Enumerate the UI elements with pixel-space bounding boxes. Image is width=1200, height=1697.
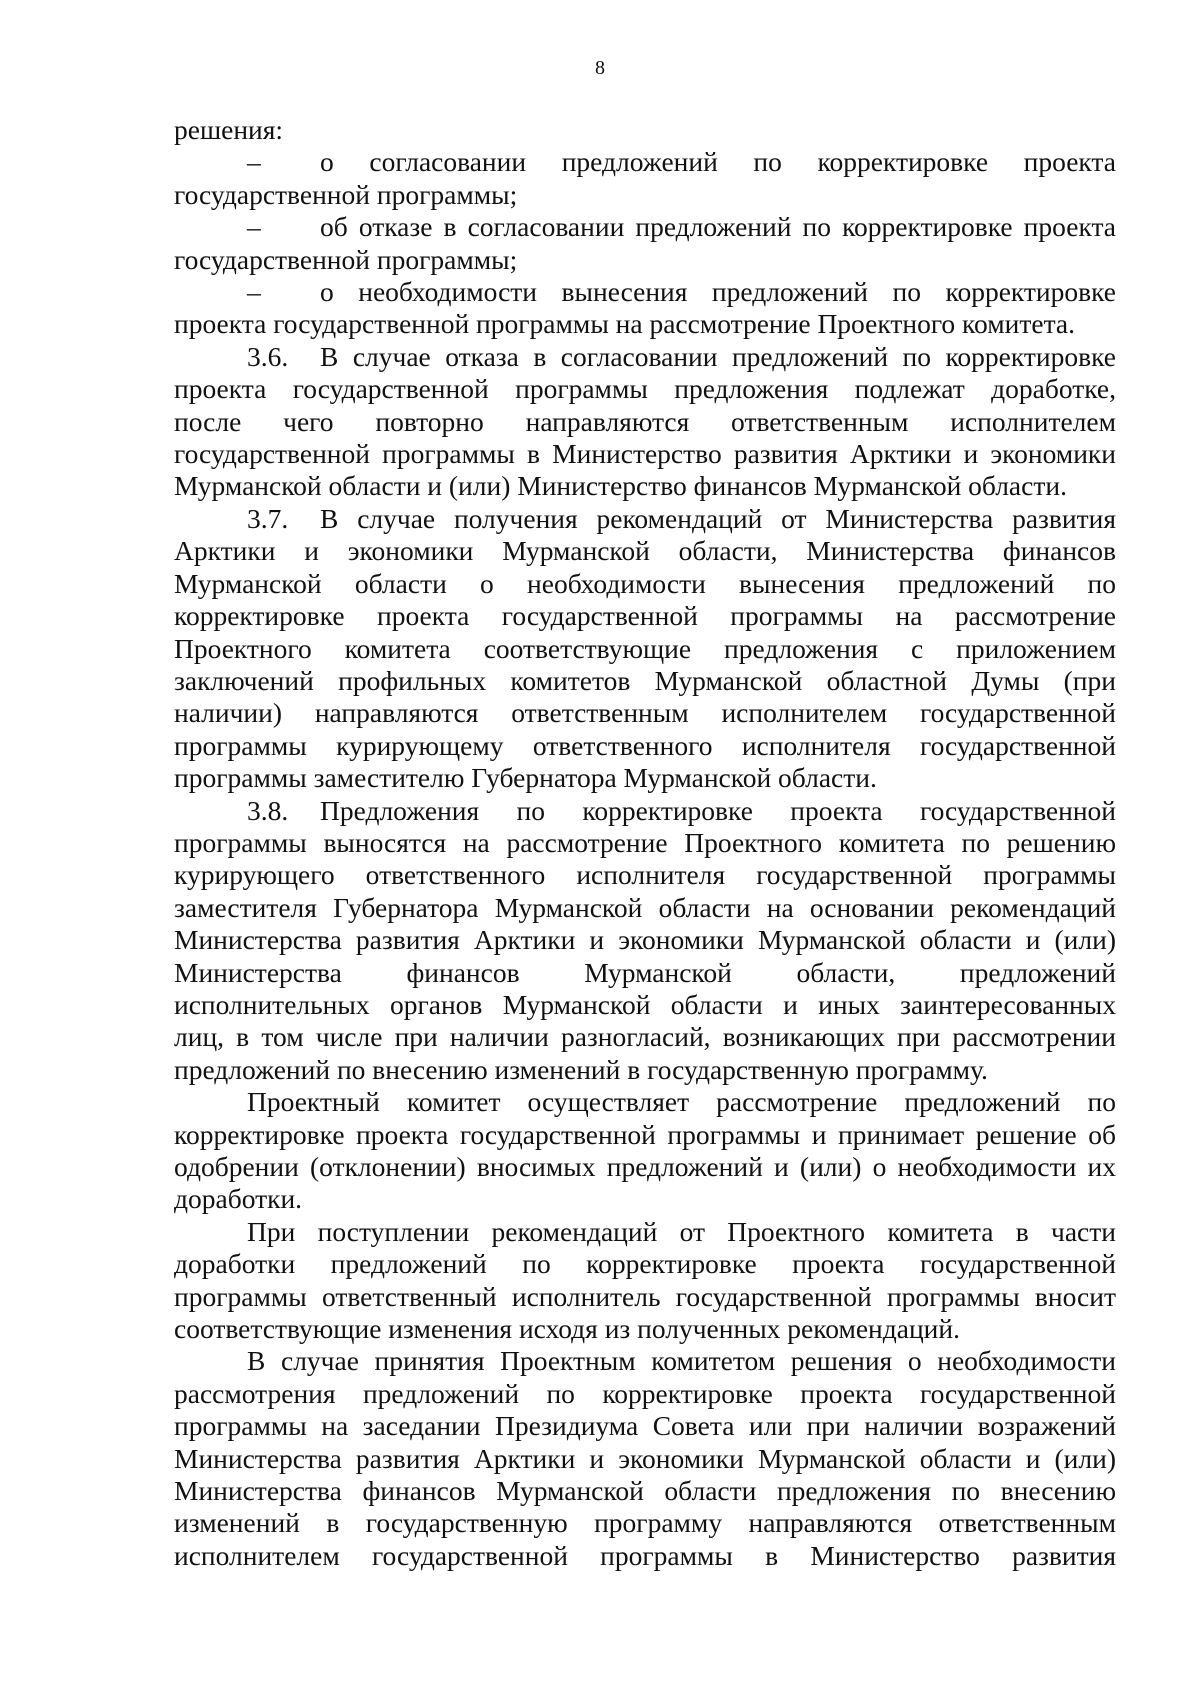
- text-line: проекта государственной программы предложения подлежат доработке,: [174, 373, 1116, 405]
- text-line: Мурманской области о необходимости вынесения предложений по: [174, 567, 1116, 599]
- text-line: лиц, в том числе при наличии разногласий, возникающих при рассмотрении: [174, 1021, 1116, 1053]
- text-line: исполнительных органов Мурманской области и иных заинтересованных: [174, 988, 1116, 1020]
- text-line: заключений профильных комитетов Мурманской областной Думы (при: [174, 664, 1116, 696]
- list-item: [174, 276, 1116, 308]
- list-dash: –: [247, 146, 261, 178]
- page-number: 8: [595, 57, 605, 79]
- text-line: после чего повторно направляются ответственным исполнителем: [174, 405, 1116, 437]
- text-line: государственной программы;: [174, 243, 518, 275]
- text-line: исполнителем государственной программы в Министерство развития: [174, 1539, 1116, 1571]
- text-line: проекта государственной программы на рассмотрение Проектного комитета.: [174, 308, 1076, 340]
- text-line: Арктики и экономики Мурманской области, Министерства финансов: [174, 535, 1116, 567]
- text-line: Проектный комитет осуществляет рассмотрение предложений по: [247, 1086, 1116, 1118]
- text-line: корректировке проекта государственной программы на рассмотрение: [174, 600, 1116, 632]
- text-line: программы ответственный исполнитель государственной программы вносит: [174, 1280, 1116, 1312]
- text-line: программы на заседании Президиума Совета или при наличии возражений: [174, 1410, 1116, 1442]
- text-line: При поступлении рекомендаций от Проектного комитета в части: [247, 1215, 1116, 1247]
- text-line: Министерства развития Арктики и экономики Мурманской области и (или): [174, 924, 1116, 956]
- text-line: В случае получения рекомендаций от Министерства развития: [320, 502, 1116, 534]
- text-line: решения:: [174, 114, 284, 145]
- text-line: доработки предложений по корректировке проекта государственной: [174, 1248, 1116, 1280]
- text-line: Министерства финансов Мурманской области предложения по внесению: [174, 1475, 1116, 1507]
- text-line: одобрении (отклонении) вносимых предложений и (или) о необходимости их: [174, 1151, 1116, 1182]
- text-line: Предложения по корректировке проекта государственной: [320, 794, 1116, 826]
- list-item: [174, 211, 1116, 243]
- list-dash: –: [247, 211, 261, 243]
- text-line: корректировке проекта государственной программы и принимает решение об: [174, 1118, 1116, 1150]
- text-line: программы курирующему ответственного исполнителя государственной: [174, 729, 1116, 761]
- clause-number: 3.6.: [247, 340, 289, 372]
- text-line: рассмотрения предложений по корректировке проекта государственной: [174, 1377, 1116, 1409]
- text-line: Министерства финансов Мурманской области, предложений: [174, 956, 1116, 988]
- text-line: изменений в государственную программу направляются ответственным: [174, 1507, 1116, 1539]
- text-line: о согласовании предложений по корректировке проекта: [320, 146, 1116, 178]
- text-line: В случае отказа в согласовании предложений по корректировке: [320, 340, 1116, 372]
- text-line: предложений по внесению изменений в государственную программу.: [174, 1053, 988, 1085]
- text-line: Проектного комитета соответствующие предложения с приложением: [174, 632, 1116, 664]
- clause-3-8: [174, 795, 1116, 827]
- text-line: программы заместителю Губернатора Мурманской области.: [174, 762, 877, 794]
- document-body: [174, 114, 1116, 1572]
- text-line: о необходимости вынесения предложений по корректировке: [320, 276, 1116, 308]
- text-line: доработки.: [174, 1183, 303, 1215]
- text-line: заместителя Губернатора Мурманской области на основании рекомендаций: [174, 891, 1116, 923]
- list-item: [174, 146, 1116, 178]
- text-line: наличии) направляются ответственным исполнителем государственной: [174, 697, 1116, 729]
- clause-number: 3.8.: [247, 794, 289, 826]
- text-line: В случае принятия Проектным комитетом решения о необходимости: [247, 1345, 1116, 1377]
- text-line: государственной программы в Министерство развития Арктики и экономики: [174, 438, 1116, 470]
- text-line: Министерства развития Арктики и экономики Мурманской области и (или): [174, 1442, 1116, 1474]
- text-line: программы выносятся на рассмотрение Проектного комитета по решению: [174, 826, 1116, 858]
- clause-number: 3.7.: [247, 502, 289, 534]
- clause-3-6: [174, 341, 1116, 373]
- list-dash: –: [247, 276, 261, 308]
- text-line: государственной программы;: [174, 178, 518, 210]
- clause-3-7: [174, 503, 1116, 535]
- text-line: курирующего ответственного исполнителя государственной программы: [174, 859, 1116, 891]
- text-line: Мурманской области и (или) Министерство финансов Мурманской области.: [174, 470, 1067, 502]
- text-line: об отказе в согласовании предложений по корректировке проекта: [320, 211, 1116, 243]
- text-line: соответствующие изменения исходя из полученных рекомендаций.: [174, 1313, 960, 1345]
